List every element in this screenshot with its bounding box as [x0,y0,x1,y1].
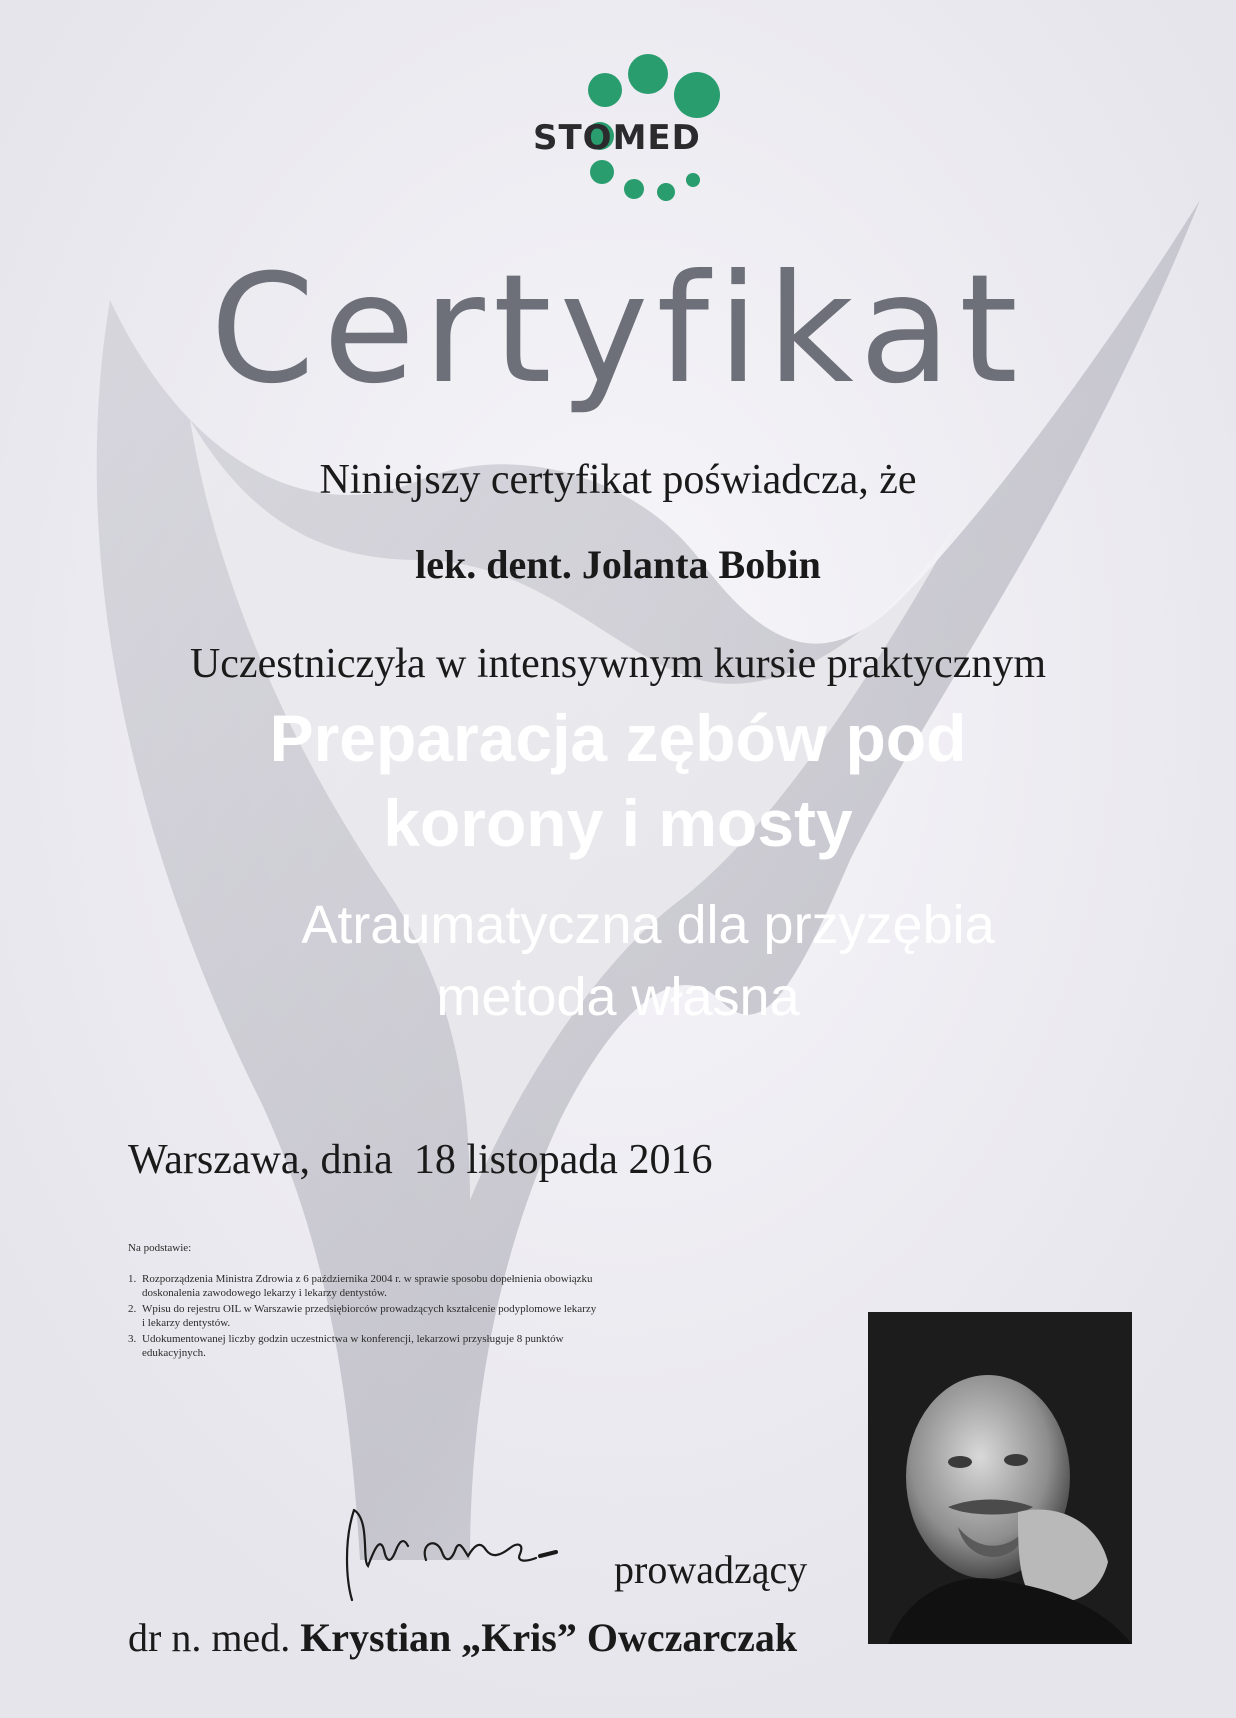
basis-list [128,1272,598,1362]
intro-text: Niniejszy certyfikat poświadcza, że [319,457,917,503]
basis-heading: Na podstawie: [128,1242,192,1254]
signatory-name: Krystian „Kris” Owczarczak [300,1615,798,1660]
method-line-2: metoda własna [436,967,800,1027]
list-item: 3. Udokumentowanej liczby godzin uczestnictwa w konferencji, lekarzowi przysługuje 8 punktów edukacyjnych. [128,1333,564,1359]
course-title-line-1: Preparacja zębów pod [269,701,967,775]
recipient-name: lek. dent. Jolanta Bobin [415,542,821,587]
participation-text: Uczestniczyła w intensywnym kursie praktycznym [189,641,1047,687]
list-item: 1. Rozporządzenia Ministra Zdrowia z 6 października 2004 r. w sprawie sposobu dopełnienia obowiązku doskonalenia zawodowego lekarzy i lekarzy dentystów. [128,1273,593,1299]
method-line-1: Atraumatyczna dla przyzębia [301,895,995,955]
logo-text: STOMED [533,118,701,158]
signatory-line [128,1614,797,1661]
certificate-title: Certyfikat [210,243,1026,417]
course-title-line-2: korony i mosty [383,786,853,860]
lecturer-photo [868,1312,1132,1644]
signatory-role: prowadzący [614,1547,808,1592]
list-item: 2. Wpisu do rejestru OIL w Warszawie przedsiębiorców prowadzących kształcenie podyplomowe lekarzy i lekarzy dentystów. [128,1303,597,1329]
place-date: Warszawa, dnia 18 listopada 2016 [128,1137,713,1183]
portrait-image [868,1312,1132,1644]
signature [340,1500,600,1610]
signatory-title-prefix: dr n. med. [128,1615,301,1660]
